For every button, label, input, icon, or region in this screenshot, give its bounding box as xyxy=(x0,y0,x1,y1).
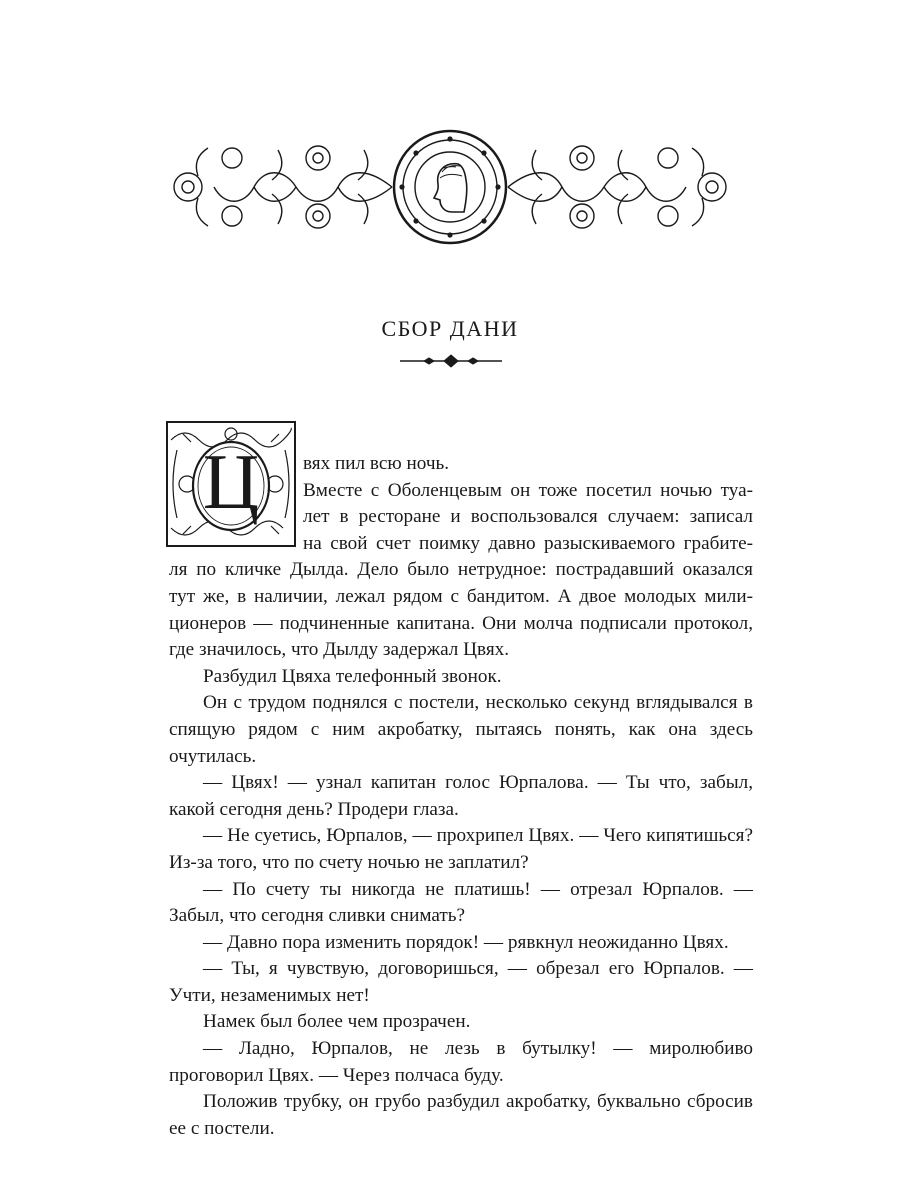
body-line: лет в ресторане и воспользовался случаем: записал xyxy=(303,506,753,528)
drop-cap-letter: Ц xyxy=(202,438,260,525)
body-line: вях пил всю ночь. xyxy=(303,453,450,474)
paragraph: Он с трудом поднялся с постели, несколько секунд вглядывался в спящую рядом с ним акробатку, пытаясь понять, как она здесь очутилась. xyxy=(169,692,753,767)
paragraph: — Ты, я чувствую, договоришься, — обрезал его Юрпалов. — Учти, незаменимых нет! xyxy=(169,958,753,1006)
paragraph: — Цвях! — узнал капитан голос Юрпалова. — Ты что, забыл, какой сегодня день? Продери глаза. xyxy=(169,772,753,820)
paragraph: Намек был более чем прозрачен. xyxy=(203,1011,471,1033)
paragraph: — По счету ты никогда не платишь! — отрезал Юрпалов. — Забыл, что сегодня сливки снимать? xyxy=(169,878,753,927)
body-line: ционеров — подчиненные капитана. Они молча подписали протокол, xyxy=(169,612,753,634)
paragraph: — Ладно, Юрпалов, не лезь в бутылку! — миролюбиво проговорил Цвях. — Через полчаса буду. xyxy=(169,1038,753,1086)
body-text xyxy=(169,451,753,1142)
body-line: ля по кличке Дылда. Дело было нетрудное: пострадавший оказался xyxy=(169,559,753,581)
paragraph: Положив трубку, он грубо разбудил акробатку, буквально сбросив ее с постели. xyxy=(169,1091,753,1139)
headpiece-ornament xyxy=(168,128,732,246)
body-line: где значилось, что Дылду задержал Цвях. xyxy=(169,639,510,661)
paragraph: — Давно пора изменить порядок! — рявкнул неожиданно Цвях. xyxy=(203,931,729,953)
body-line: тут же, в наличии, лежал рядом с бандитом. А двое молодых мили- xyxy=(169,585,753,607)
body-line: на свой счет поимку давно разыскиваемого грабите- xyxy=(303,532,753,554)
paragraph: — Не суетись, Юрпалов, — прохрипел Цвях. — Чего кипятишься? Из-за того, что по счету ночью не заплатил? xyxy=(169,825,753,873)
chapter-title: СБОР ДАНИ xyxy=(381,316,519,341)
title-divider-ornament xyxy=(398,352,504,370)
paragraph: Разбудил Цвяха телефонный звонок. xyxy=(203,665,502,687)
body-line: Вместе с Оболенцевым он тоже посетил ночью туа- xyxy=(303,479,753,501)
